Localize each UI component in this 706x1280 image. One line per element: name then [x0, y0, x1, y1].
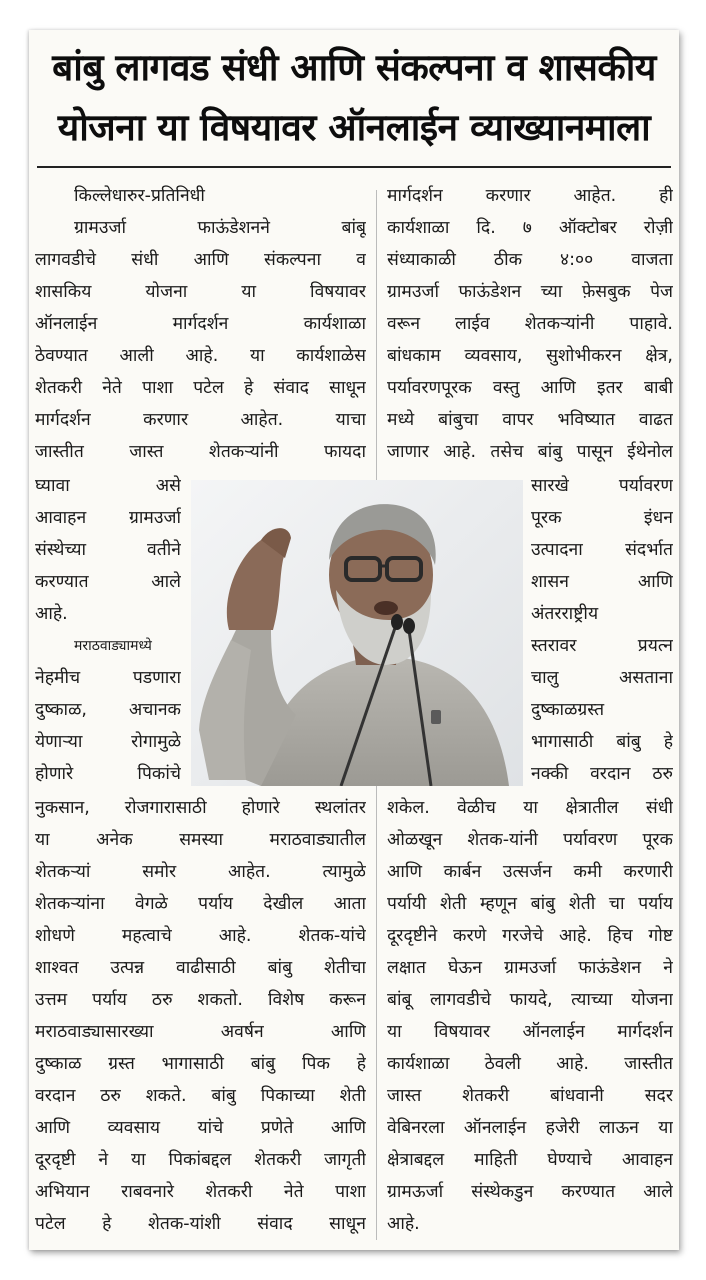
article-line: मराठवाड्यासारख्या अवर्षन आणि: [35, 1022, 366, 1042]
article-line: भागासाठी बांबु हे: [531, 732, 673, 752]
article-line: शासन आणि: [531, 572, 673, 592]
article-line: आवाहन ग्रामउर्जा: [35, 508, 181, 528]
headline-line-2: योजना या विषयावर ऑनलाईन व्याख्यानमाला: [57, 106, 651, 149]
article-line: जास्त शेतकरी बांधवानी सदर: [387, 1086, 673, 1106]
newspaper-clipping: [29, 30, 679, 1250]
article-line: आहे.: [387, 1214, 420, 1234]
article-line: कार्यशाळा दि. ७ ऑक्टोबर रोज़ी: [387, 218, 673, 238]
article-line: दुष्काळग्रस्त: [531, 700, 605, 720]
article-line: लागवडीचे संधी आणि संकल्पना व: [35, 250, 366, 270]
speaker-illustration: [191, 480, 523, 786]
article-line: ग्रामउर्जा फाऊंडेशनने बांबू: [74, 218, 366, 238]
subheading: मराठवाड्यामध्ये: [74, 638, 152, 654]
article-line: बांबू लागवडीचे फायदे, त्याच्या योजना: [387, 990, 673, 1010]
article-line: पूरक इंधन: [531, 508, 673, 528]
headline-line-1: बांबु लागवड संधी आणि संकल्पना व शासकीय: [52, 46, 656, 89]
article-line: शेतकऱ्यां समोर आहेत. त्यामुळे: [35, 862, 366, 882]
article-line: वरदान ठरु शकते. बांबु पिकाच्या शेती: [35, 1086, 366, 1106]
article-line: मध्ये बांबुचा वापर भविष्यात वाढत: [387, 410, 673, 430]
article-line: लक्षात घेऊन ग्रामउर्जा फाऊंडेशन ने: [387, 958, 673, 978]
article-line: बांधकाम व्यवसाय, सुशोभीकरन क्षेत्र,: [387, 346, 673, 366]
article-line: चालु असताना: [531, 668, 673, 688]
article-line: ग्रामउर्जा फाऊंडेशन च्या फ़ेसबुक पेज: [387, 282, 673, 302]
article-line: आणि व्यवसाय यांचे प्रणेते आणि: [35, 1118, 366, 1138]
article-line: संस्थेच्या वतीने: [35, 540, 181, 560]
article-line: दूरदृष्टी ने या पिकांबद्दल शेतकरी जागृती: [35, 1150, 366, 1170]
article-line: होणारे पिकांचे: [35, 764, 181, 784]
article-line: क्षेत्राबद्दल माहिती घेण्याचे आवाहन: [387, 1150, 673, 1170]
article-line: नेहमीच पडणारा: [35, 668, 181, 688]
headline-rule: [37, 166, 671, 168]
article-line: जाणार आहे. तसेच बांबु पासून ईथेनोल: [387, 442, 673, 462]
article-line: वरून लाईव शेतकऱ्यांनी पाहावे.: [387, 314, 673, 334]
article-line: उत्तम पर्याय ठरु शकतो. विशेष करून: [35, 990, 366, 1010]
article-line: ग्रामऊर्जा संस्थेकडुन करण्यात आले: [387, 1182, 673, 1202]
article-line: शकेल. वेळीच या क्षेत्रातील संधी: [387, 798, 673, 818]
article-line: पर्यायी शेती म्हणून बांबु शेती चा पर्याय: [387, 894, 673, 914]
article-line: येणाऱ्या रोगामुळे: [35, 732, 181, 752]
headline: [29, 38, 679, 158]
article-line: दुष्काळ ग्रस्त भागासाठी बांबु पिक हे: [35, 1054, 366, 1074]
article-line: शाश्वत उत्पन्न वाढीसाठी बांबु शेतीचा: [35, 958, 366, 978]
article-line: उत्पादना संदर्भात: [531, 540, 673, 560]
article-line: जास्तीत जास्त शेतकऱ्यांनी फायदा: [35, 442, 366, 462]
article-line: संध्याकाळी ठीक ४:०० वाजता: [387, 250, 673, 270]
article-line: वेबिनरला ऑनलाईन हजेरी लाऊन या: [387, 1118, 673, 1138]
article-line: आहे.: [35, 604, 68, 624]
article-line: अभियान राबवनारे शेतकरी नेते पाशा: [35, 1182, 366, 1202]
article-line: नुकसान, रोजगारासाठी होणारे स्थलांतर: [35, 798, 366, 818]
speaker-photo: [191, 480, 523, 786]
article-line: स्तरावर प्रयत्न: [531, 636, 673, 656]
article-line: या विषयावर ऑनलाईन मार्गदर्शन: [387, 1022, 673, 1042]
article-line: पटेल हे शेतक-यांशी संवाद साधून: [35, 1214, 366, 1234]
article-line: ठेवण्यात आली आहे. या कार्यशाळेस: [35, 346, 366, 366]
article-line: शेतकऱ्यांना वेगळे पर्याय देखील आता: [35, 894, 366, 914]
article-line: दुष्काळ, अचानक: [35, 700, 181, 720]
article-line: शोधणे महत्वाचे आहे. शेतक-यांचे: [35, 926, 366, 946]
article-line: ओळखून शेतक-यांनी पर्यावरण पूरक: [387, 830, 673, 850]
article-line: शासकिय योजना या विषयावर: [35, 282, 366, 302]
article-line: दूरदृष्टीने करणे गरजेचे आहे. हिच गोष्ट: [387, 926, 673, 946]
article-line: मार्गदर्शन करणार आहेत. ही: [387, 186, 673, 206]
article-line: करण्यात आले: [35, 572, 181, 592]
article-line: अंतरराष्ट्रीय: [531, 604, 599, 624]
article-line: पर्यावरणपूरक वस्तु आणि इतर बाबी: [387, 378, 673, 398]
article-line: कार्यशाळा ठेवली आहे. जास्तीत: [387, 1054, 673, 1074]
article-line: ऑनलाईन मार्गदर्शन कार्यशाळा: [35, 314, 366, 334]
dateline: किल्लेधारुर-प्रतिनिधी: [74, 186, 205, 206]
article-line: या अनेक समस्या मराठवाड्यातील: [35, 830, 366, 850]
article-line: आणि कार्बन उत्सर्जन कमी करणारी: [387, 862, 673, 882]
article-line: नक्की वरदान ठरु: [531, 764, 673, 784]
article-line: सारखे पर्यावरण: [531, 476, 673, 496]
article-line: घ्यावा असे: [35, 476, 181, 496]
article-line: मार्गदर्शन करणार आहेत. याचा: [35, 410, 366, 430]
article-line: शेतकरी नेते पाशा पटेल हे संवाद साधून: [35, 378, 366, 398]
